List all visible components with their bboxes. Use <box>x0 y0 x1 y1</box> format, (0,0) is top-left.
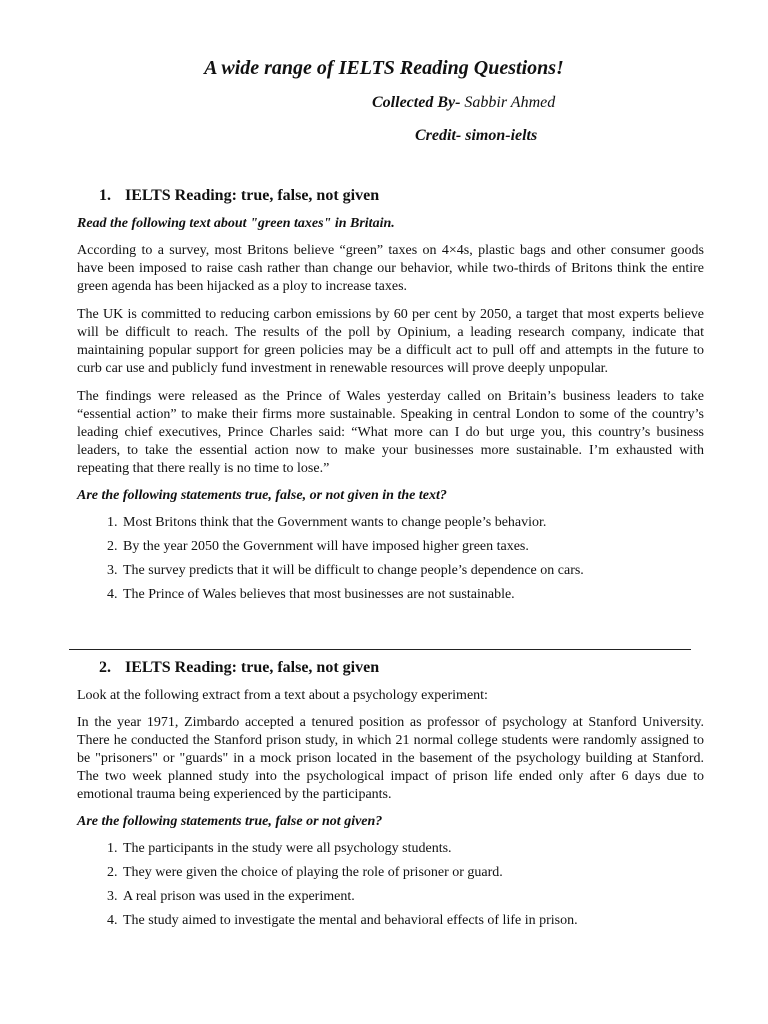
statement-number: 1. <box>107 841 118 856</box>
section-1-heading <box>99 187 704 205</box>
section-1 <box>77 187 704 610</box>
section-1-paragraph: According to a survey, most Britons believe “green” taxes on 4×4s, plastic bags and other consumer goods have been imposed to raise cash rather than change our behavior, while two-thirds of Britons think the entire green agenda has been hijacked as a ploy to increase taxes. <box>77 243 704 294</box>
statement-item <box>107 912 704 930</box>
statement-text: Most Britons think that the Government wants to change people’s behavior. <box>123 515 547 530</box>
statement-text: The Prince of Wales believes that most businesses are not sustainable. <box>123 587 515 602</box>
section-divider <box>69 649 691 650</box>
statement-item <box>107 888 704 906</box>
statement-text: The participants in the study were all psychology students. <box>123 841 452 856</box>
collected-by-line <box>372 94 555 112</box>
statement-item <box>107 562 704 580</box>
section-2-heading <box>99 659 704 677</box>
statement-text: The study aimed to investigate the mental and behavioral effects of life in prison. <box>123 913 578 928</box>
section-2-number: 2. <box>99 659 111 676</box>
statement-item <box>107 514 704 532</box>
section-1-question-prompt: Are the following statements true, false, or not given in the text? <box>77 488 447 503</box>
section-2 <box>77 659 704 936</box>
section-2-statements <box>107 840 704 930</box>
section-1-paragraph: The findings were released as the Prince of Wales yesterday called on Britain’s business leaders to take “essential action” to make their firms more sustainable. Speaking in central London to some of the country’s leading chief executives, Prince Charles said: “What more can I do but urge you, this country’s business leaders, to take the essential action now to make your businesses more sustainable. I’m exhausted with repeating that there really is no time to lose.” <box>77 389 704 476</box>
section-2-title: IELTS Reading: true, false, not given <box>125 659 380 676</box>
statement-item <box>107 586 704 604</box>
statement-number: 4. <box>107 587 118 602</box>
section-2-question-prompt: Are the following statements true, false or not given? <box>77 814 383 829</box>
statement-number: 3. <box>107 889 118 904</box>
statement-number: 2. <box>107 539 118 554</box>
statement-text: A real prison was used in the experiment. <box>123 889 355 904</box>
statement-item <box>107 864 704 882</box>
statement-number: 2. <box>107 865 118 880</box>
statement-number: 3. <box>107 563 118 578</box>
statement-text: The survey predicts that it will be difficult to change people’s dependence on cars. <box>123 563 584 578</box>
document-title: A wide range of IELTS Reading Questions! <box>204 57 564 79</box>
statement-text: They were given the choice of playing the role of prisoner or guard. <box>123 865 503 880</box>
statement-text: By the year 2050 the Government will have imposed higher green taxes. <box>123 539 529 554</box>
section-1-title: IELTS Reading: true, false, not given <box>125 187 380 204</box>
section-1-paragraph: The UK is committed to reducing carbon emissions by 60 per cent by 2050, a target that most experts believe will be difficult to reach. The results of the poll by Opinium, a leading research company, indicate that maintaining popular support for green policies may be a difficult act to pull off and attempts in the future to curb car use and publicly fund investment in renewable resources will prove deeply unpopular. <box>77 307 704 376</box>
credit-line: Credit- simon-ielts <box>415 127 538 144</box>
collected-by-label: Collected By- <box>372 94 461 111</box>
author-name: Sabbir Ahmed <box>464 94 556 111</box>
statement-item <box>107 840 704 858</box>
section-1-intro: Read the following text about "green taxes" in Britain. <box>77 216 395 231</box>
statement-item <box>107 538 704 556</box>
statement-number: 1. <box>107 515 118 530</box>
section-1-number: 1. <box>99 187 111 204</box>
section-2-intro: Look at the following extract from a text about a psychology experiment: <box>77 688 488 703</box>
section-1-statements <box>107 514 704 604</box>
section-2-paragraph: In the year 1971, Zimbardo accepted a tenured position as professor of psychology at Stanford University. There he conducted the Stanford prison study, in which 21 normal college students were randomly assigned to be "prisoners" or "guards" in a mock prison located in the basement of the psychology building at Stanford. The two week planned study into the psychological impact of prison life ended only after 6 days due to emotional trauma being experienced by the participants. <box>77 715 704 802</box>
statement-number: 4. <box>107 913 118 928</box>
